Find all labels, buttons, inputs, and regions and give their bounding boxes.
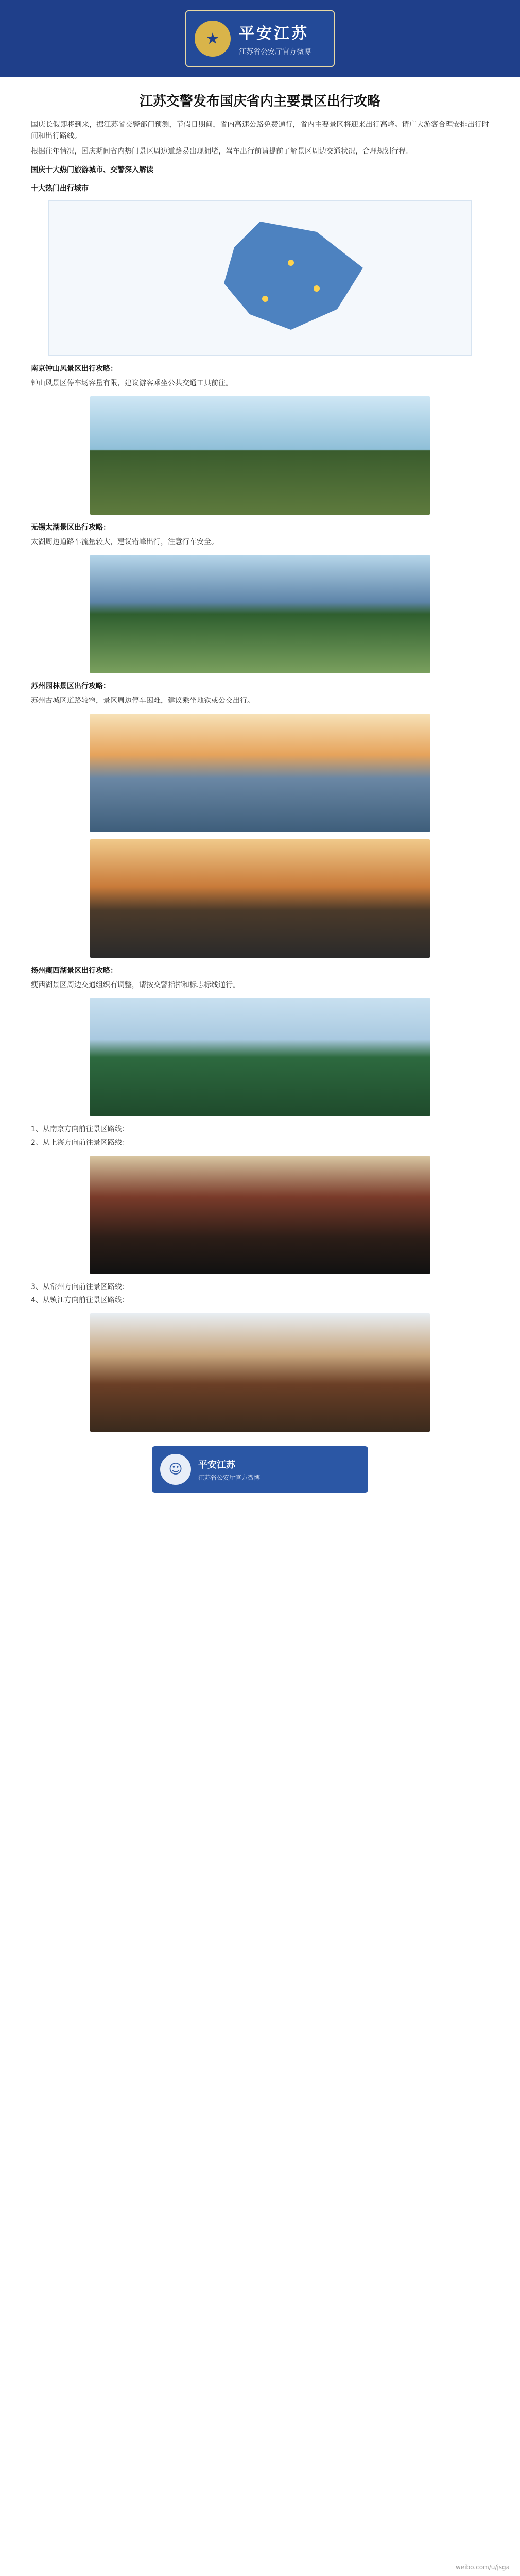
section-text: 太湖周边道路车流量较大，建议错峰出行，注意行车安全。	[31, 538, 218, 546]
scenic-photo-image	[90, 555, 430, 673]
route-line: 3、从常州方向前往景区路线：	[31, 1283, 129, 1291]
header-banner	[0, 0, 520, 77]
section-heading: 国庆十大热门旅游城市、交警深入解读	[31, 166, 153, 174]
badge-title: 平安江苏	[239, 25, 309, 43]
route-line: 2、从上海方向前往景区路线：	[31, 1139, 129, 1147]
article-body	[0, 119, 520, 1432]
scenic-photo-image	[90, 714, 430, 832]
section-heading: 扬州瘦西湖景区出行攻略：	[31, 967, 117, 975]
footer-card-title: 平安江苏	[198, 1459, 235, 1470]
police-emblem-icon: ★	[195, 21, 231, 57]
section-text: 瘦西湖景区周边交通组织有调整，请按交警指挥和标志标线通行。	[31, 981, 240, 989]
jiangsu-map-graphic	[48, 200, 472, 356]
section-heading: 十大热门出行城市	[31, 184, 89, 193]
intro-paragraph: 根据往年情况，国庆期间省内热门景区周边道路易出现拥堵，驾车出行前请提前了解景区周边交通状况，合理规划行程。	[31, 147, 413, 156]
section-text: 苏州古城区道路较窄，景区周边停车困难，建议乘坐地铁或公交出行。	[31, 697, 254, 705]
scenic-photo-image	[90, 1156, 430, 1274]
section-heading: 南京钟山风景区出行攻略：	[31, 365, 117, 373]
footer-card-subtitle: 江苏省公安厅官方微博	[198, 1473, 261, 1481]
footer-card[interactable]	[152, 1446, 368, 1493]
scenic-photo-image	[90, 396, 430, 515]
route-line: 1、从南京方向前往景区路线：	[31, 1125, 129, 1133]
brand-badge	[185, 10, 335, 67]
footer	[0, 1441, 520, 1498]
badge-subtitle: 江苏省公安厅官方微博	[239, 48, 311, 56]
map-icon	[49, 201, 471, 355]
section-text: 钟山风景区停车场容量有限，建议游客乘坐公共交通工具前往。	[31, 379, 233, 387]
route-line: 4、从镇江方向前往景区路线：	[31, 1296, 129, 1304]
section-heading: 无锡太湖景区出行攻略：	[31, 523, 110, 532]
police-avatar-icon: ☺	[160, 1454, 191, 1485]
intro-paragraph: 国庆长假即将到来，据江苏省交警部门预测，节假日期间，省内高速公路免费通行，省内主要景区将迎来出行高峰。请广大游客合理安排出行时间和出行路线。	[31, 121, 489, 140]
watermark: weibo.com/u/jsga	[456, 2564, 510, 2571]
section-heading: 苏州园林景区出行攻略：	[31, 682, 110, 690]
page-title: 江苏交警发布国庆省内主要景区出行攻略	[139, 94, 380, 109]
scenic-photo-image	[90, 998, 430, 1116]
scenic-photo-image	[90, 1313, 430, 1432]
scenic-photo-image	[90, 839, 430, 958]
